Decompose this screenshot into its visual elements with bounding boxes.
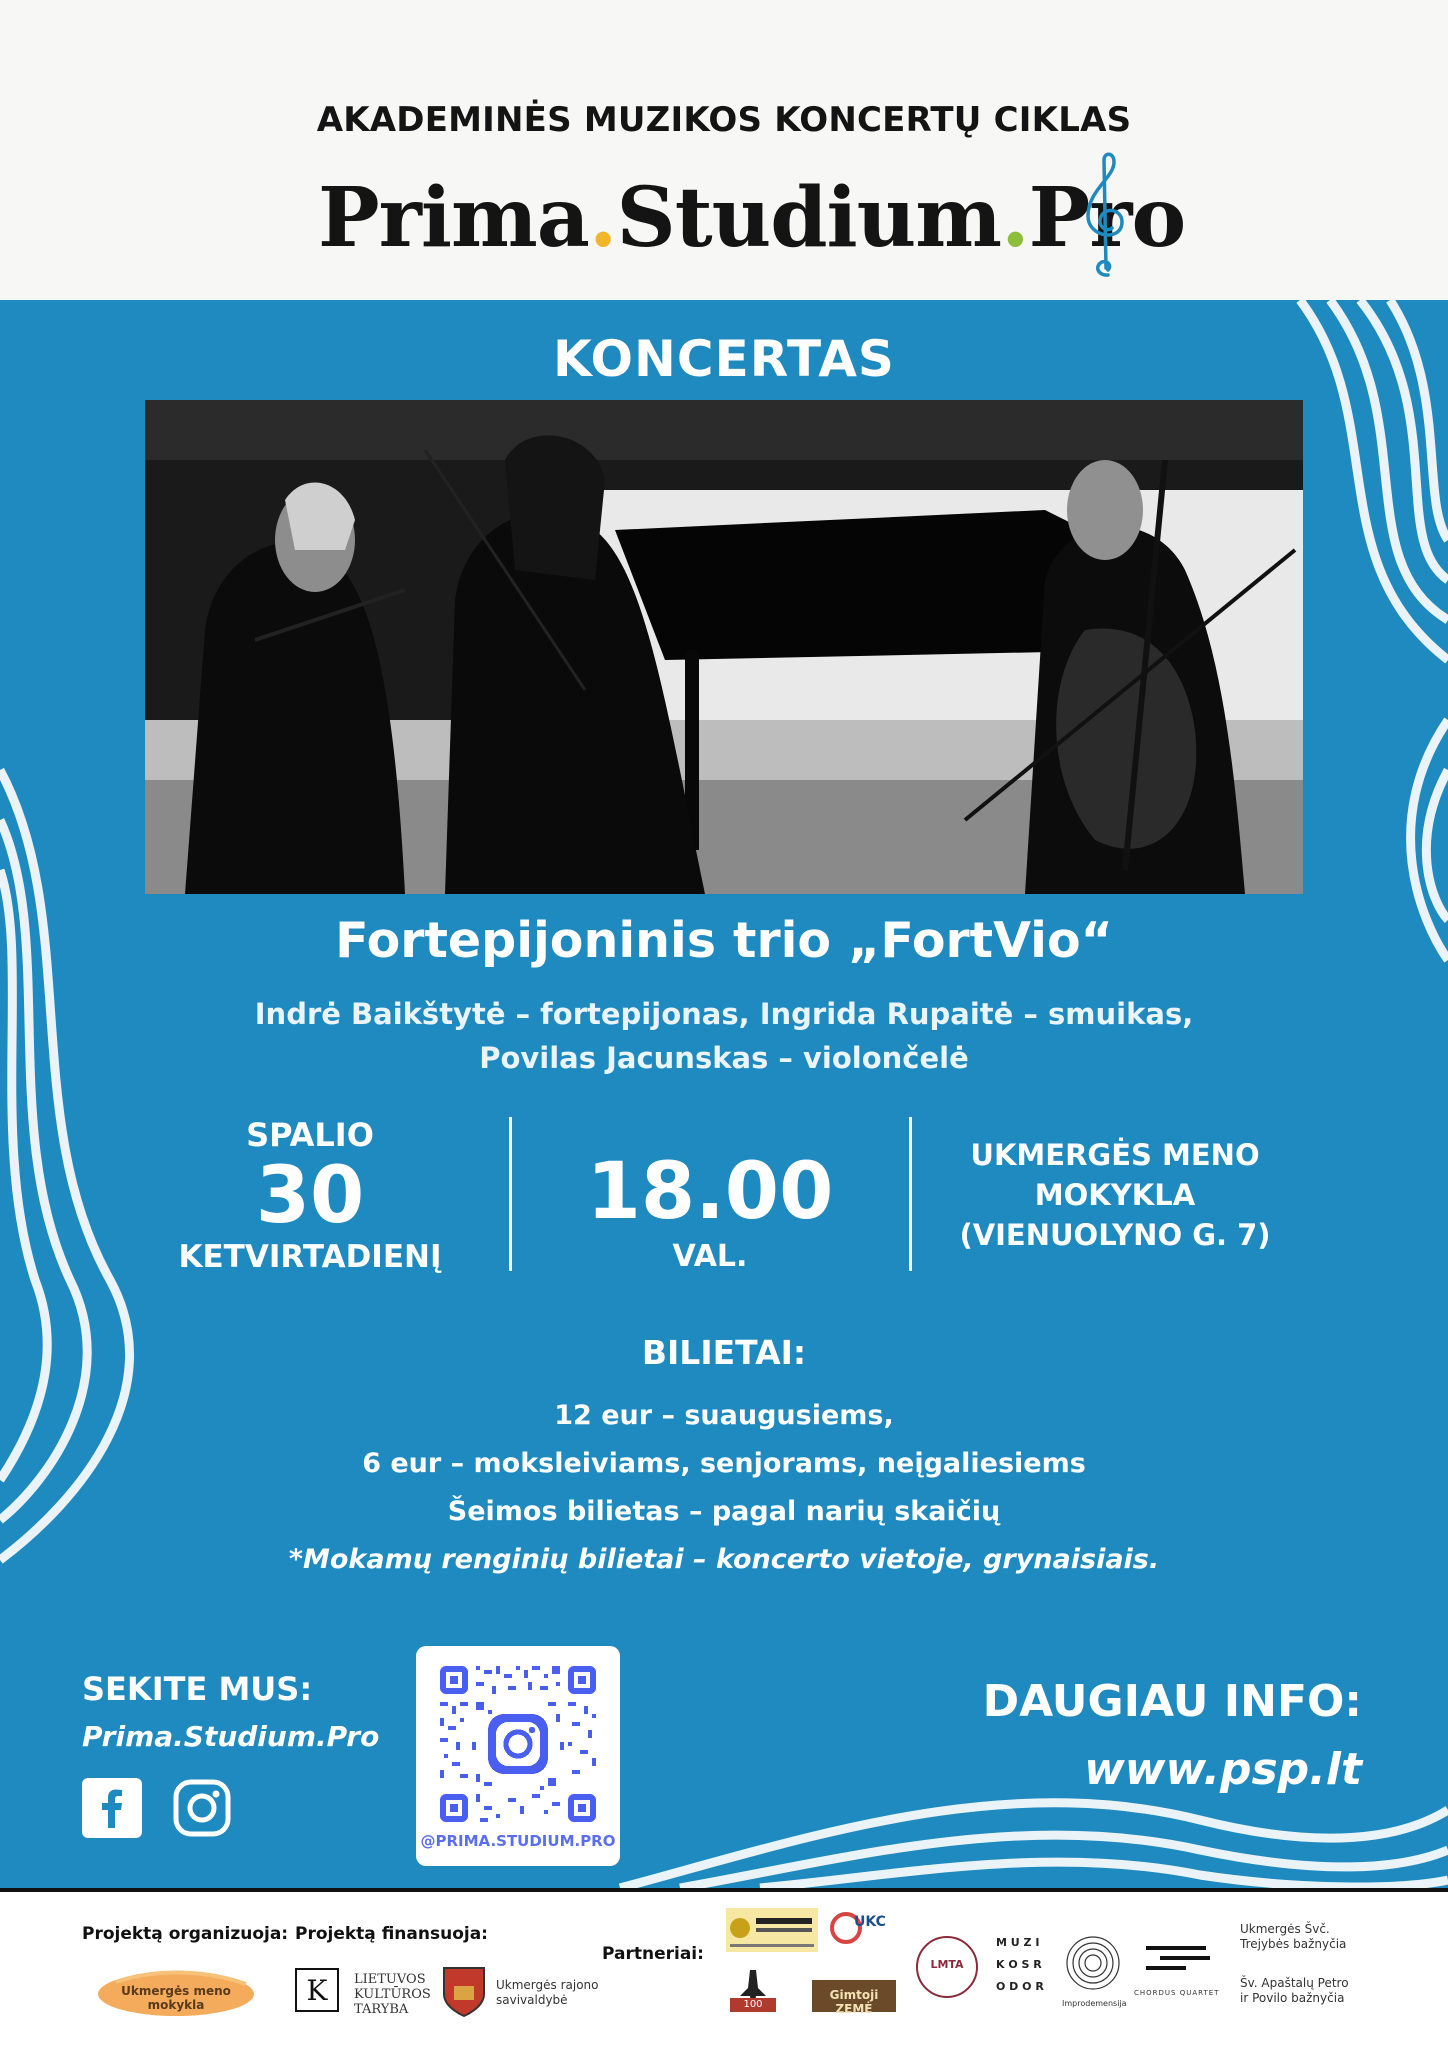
more-info-title: DAUGIAU INFO: (982, 1676, 1362, 1727)
church2-line1: Šv. Apaštalų Petro (1240, 1976, 1349, 1990)
date-block (130, 1115, 490, 1277)
improdemensija-logo-icon (1064, 1934, 1122, 1992)
brand-part2: Studium (616, 170, 1002, 266)
improdemensija-text: Improdemensija (1062, 1999, 1127, 2008)
statue-logo (726, 1966, 780, 2016)
municipality-name (496, 1978, 599, 2008)
footer (0, 1888, 1448, 2048)
members-line1: Indrė Baikštytė – fortepijonas, Ingrida Rupaitė – smuikas, (254, 997, 1194, 1031)
cycle-title: AKADEMINĖS MUZIKOS KONCERTŲ CIKLAS (316, 100, 1132, 140)
facebook-icon[interactable] (82, 1778, 142, 1838)
tickets-list (0, 1392, 1448, 1536)
divider-2 (909, 1117, 912, 1271)
divider-1 (509, 1117, 512, 1271)
municipality-line2: savivaldybė (496, 1993, 568, 2007)
church2-line2: ir Povilo bažnyčia (1240, 1991, 1345, 2005)
museum-logo (726, 1908, 818, 1952)
church1-name (1240, 1922, 1346, 1952)
chordus-text: CHORDUS QUARTET (1134, 1989, 1220, 1997)
muzi-line2: K O S R (996, 1958, 1042, 1971)
instagram-icon[interactable] (172, 1778, 232, 1838)
council-line2: KULTŪROS (354, 1987, 431, 2002)
event-time: 18.00 (586, 1147, 834, 1237)
tickets-title: BILIETAI: (641, 1333, 807, 1372)
ukc-text: UKC (854, 1914, 886, 1930)
trio-photo (145, 400, 1303, 894)
church2-name (1240, 1976, 1349, 2006)
follow-handle[interactable]: Prima.Studium.Pro (82, 1720, 380, 1753)
brand-part1: Prima (318, 170, 589, 266)
time-block (520, 1115, 900, 1277)
venue-line3: (VIENUOLYNO G. 7) (959, 1218, 1271, 1252)
lmta-text: LMTA (930, 1958, 964, 1971)
council-line1: LIETUVOS (354, 1972, 426, 1987)
ukc-logo (828, 1910, 890, 1950)
council-name (354, 1972, 431, 2017)
municipality-line1: Ukmergės rajono (496, 1978, 599, 1992)
qr-handle: @PRIMA.STUDIUM.PRO (420, 1832, 616, 1850)
organizer-logo-text: Ukmergės meno mokykla (121, 1984, 231, 2012)
chordus-logo-icon (1140, 1942, 1220, 1978)
organizer-logo (96, 1964, 256, 2020)
event-day: 30 (255, 1151, 365, 1241)
church1-line2: Trejybės bažnyčia (1240, 1937, 1347, 1951)
ticket-reduced: 6 eur – moksleiviams, senjorams, neįgaliesiems (362, 1448, 1086, 1479)
qr-code-icon (436, 1662, 600, 1826)
brand-part3: Pro (1028, 170, 1186, 266)
brand-dot2: . (1001, 170, 1029, 266)
council-logo-icon: K (295, 1968, 339, 2012)
muzikos-logo (996, 1932, 1044, 1998)
section-title: KONCERTAS (553, 330, 895, 388)
muzi-line1: M U Z I (996, 1936, 1040, 1949)
funder-label: Projektą finansuoja: (295, 1924, 488, 1944)
members-line2: Povilas Jacunskas – violončelė (479, 1041, 969, 1075)
brand-logo (318, 170, 1185, 266)
centenary-text: 100 (730, 1998, 776, 2012)
ticket-family: Šeimos bilietas – pagal narių skaičių (447, 1496, 1001, 1527)
qr-code-card[interactable] (416, 1646, 620, 1866)
event-weekday: KETVIRTADIENĮ (178, 1239, 442, 1275)
ticket-adult: 12 eur – suaugusiems, (554, 1400, 894, 1431)
municipality-crest-icon (440, 1964, 488, 2018)
church1-line1: Ukmergės Švč. (1240, 1922, 1330, 1936)
event-time-unit: VAL. (672, 1239, 748, 1274)
brand-dot1: . (588, 170, 617, 266)
follow-title: SEKITE MUS: (82, 1670, 313, 1708)
tickets-note: *Mokamų renginių bilietai – koncerto vietoje, grynaisiais. (288, 1544, 1160, 1575)
members-list (0, 992, 1448, 1080)
photo-illustration (145, 400, 1303, 894)
partners-label: Partneriai: (602, 1944, 704, 1964)
zeme-logo (812, 1980, 896, 2016)
ensemble-title: Fortepijoninis trio „FortVio“ (335, 912, 1113, 969)
council-line3: TARYBA (354, 2002, 409, 2017)
venue-line2: MOKYKLA (1034, 1178, 1196, 1212)
venue-line1: UKMERGĖS MENO (970, 1138, 1260, 1172)
lmta-logo (916, 1936, 978, 1998)
venue-block (925, 1115, 1305, 1255)
event-month: SPALIO (246, 1116, 374, 1154)
treble-clef-icon (1080, 150, 1130, 280)
website-link[interactable]: www.psp.lt (1084, 1744, 1362, 1795)
muzi-line3: O D O R (996, 1980, 1044, 1993)
zeme-text: Gimtoji ZEMĖ (829, 1988, 879, 2016)
header (0, 0, 1448, 300)
organizer-label: Projektą organizuoja: (82, 1924, 289, 1944)
